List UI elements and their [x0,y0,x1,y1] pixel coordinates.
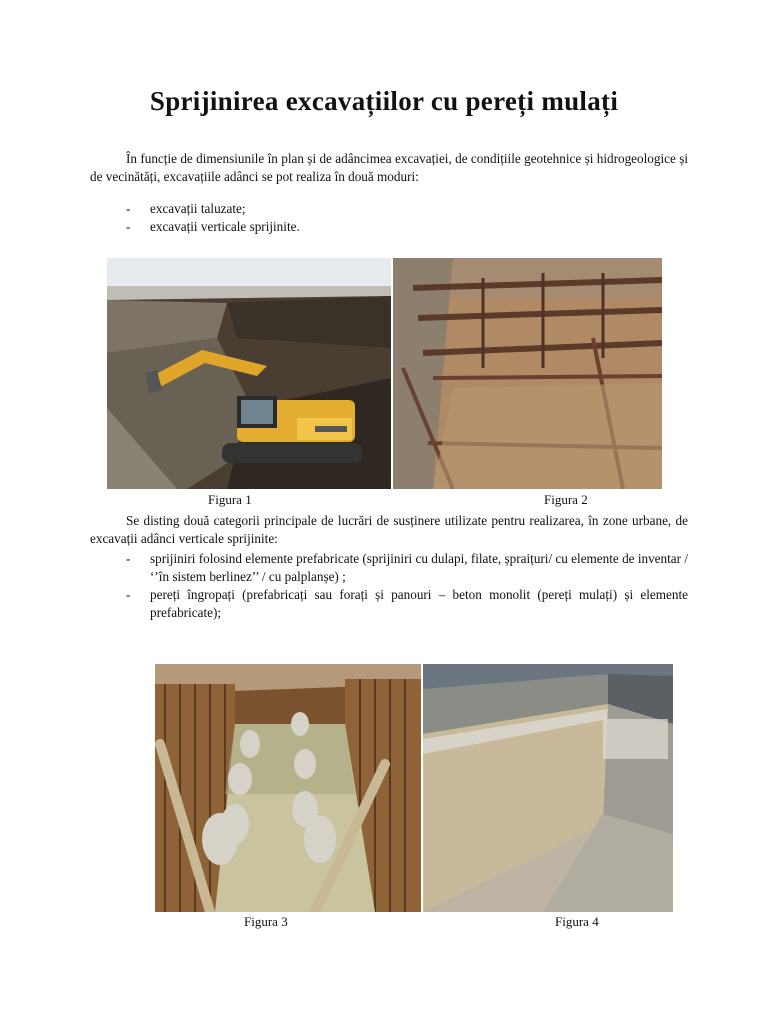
dash-marker: - [126,219,131,234]
list-item: - excavații taluzate; [126,201,246,216]
dash-marker: - [126,551,131,566]
dash-marker: - [126,587,131,602]
figure-2-image [393,258,662,489]
figure-4-image [423,664,673,912]
list-item: - pereți îngropați (prefabricați sau forați și panouri – beton monolit (pereți mulați) și elemente prefabricate); [126,587,688,620]
categories-list [90,550,688,622]
page-title: Sprijinirea excavațiilor cu pereți mulați [149,86,619,116]
list-item: - sprijiniri folosind elemente prefabricate (sprijiniri cu dulapi, filate, șpraițuri/ cu elemente de inventar / ‘’în sistem berlinez’’ / cu palplanșe) ; [126,551,688,584]
figure-1-caption: Figura 1 [208,492,252,507]
figure-3-image [155,664,421,912]
dash-marker: - [126,201,131,216]
categories-intro-paragraph: Se disting două categorii principale de lucrări de susținere utilizate pentru realizarea, în zone urbane, de excavații adânci verticale sprijinite: [90,513,688,546]
list-item: - excavații verticale sprijinite. [126,219,300,234]
figure-4-caption: Figura 4 [555,914,599,929]
figure-3-caption: Figura 3 [244,914,288,929]
modes-list [90,200,688,236]
figure-1-image [107,258,391,489]
figure-2-caption: Figura 2 [544,492,588,507]
intro-paragraph: În funcție de dimensiunile în plan și de adâncimea excavației, de condițiile geotehnice și hidrogeologice și de vecinătăți, excavațiile adânci se pot realiza în două moduri: [90,151,688,184]
